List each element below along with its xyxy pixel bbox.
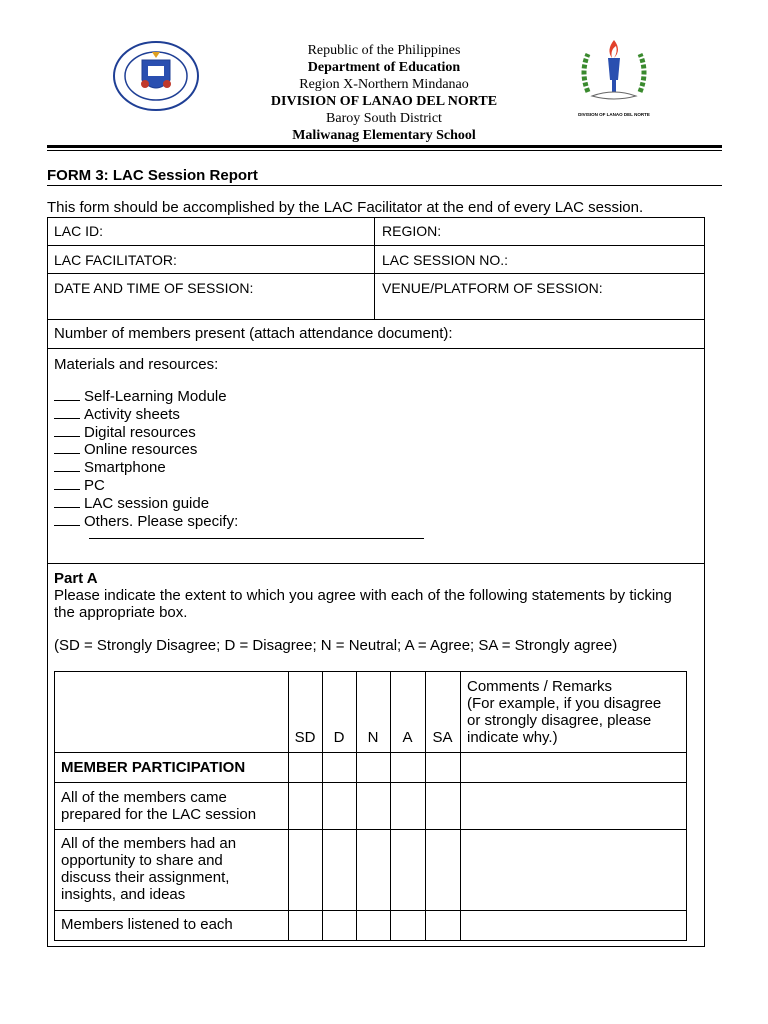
- scale-d-header: D: [333, 729, 345, 746]
- statement-row-2: All of the members had an opportunity to share and discuss their assignment, insights, and ideas: [61, 835, 237, 903]
- form-title-rule: [47, 185, 722, 186]
- member-participation-heading: MEMBER PARTICIPATION: [61, 759, 246, 776]
- part-a-instruction-1: Please indicate the extent to which you agree with each of the following statements by ticking: [54, 587, 672, 604]
- material-item[interactable]: PC: [54, 477, 238, 495]
- table-column-line: [425, 671, 426, 941]
- session-no-field[interactable]: LAC SESSION NO.:: [382, 252, 509, 268]
- statement-row-1: All of the members came prepared for the LAC session: [61, 789, 257, 823]
- form-title: FORM 3: LAC Session Report: [47, 167, 258, 184]
- comments-header: Comments / Remarks (For example, if you disagree or strongly disagree, please indicate why.): [467, 678, 662, 746]
- facilitator-field[interactable]: LAC FACILITATOR:: [54, 252, 177, 268]
- table-column-line: [390, 671, 391, 941]
- venue-field[interactable]: VENUE/PLATFORM OF SESSION:: [382, 280, 603, 296]
- table-row-line: [54, 910, 687, 911]
- letterhead-line4: DIVISION OF LANAO DEL NORTE: [270, 94, 498, 109]
- checkbox-blank[interactable]: [54, 406, 80, 419]
- table-column-line: [460, 671, 461, 941]
- checkbox-blank[interactable]: [54, 477, 80, 490]
- lac-id-field[interactable]: LAC ID:: [54, 223, 104, 239]
- table-row-line: [54, 752, 687, 753]
- scale-a-header: A: [402, 729, 413, 746]
- form-instruction: This form should be accomplished by the LAC Facilitator at the end of every LAC session.: [47, 199, 644, 216]
- table-column-line: [288, 671, 289, 941]
- material-item[interactable]: Activity sheets: [54, 406, 238, 424]
- row-divider: [47, 245, 705, 246]
- material-item[interactable]: LAC session guide: [54, 495, 238, 513]
- material-item[interactable]: Online resources: [54, 441, 238, 459]
- part-a-title: Part A: [54, 570, 98, 587]
- others-specify-line[interactable]: [89, 538, 424, 539]
- row-divider: [47, 563, 705, 564]
- members-present-field[interactable]: Number of members present (attach attendance document):: [54, 325, 453, 342]
- letterhead-line1: Republic of the Philippines: [307, 43, 461, 58]
- material-item[interactable]: Digital resources: [54, 424, 238, 442]
- row-divider: [47, 273, 705, 274]
- part-a-instruction-2: the appropriate box.: [54, 604, 188, 621]
- header-rule-thick: [47, 145, 722, 148]
- letterhead: [0, 42, 768, 144]
- checkbox-blank[interactable]: [54, 513, 80, 526]
- statement-row-3: Members listened to each: [61, 916, 233, 933]
- scale-sd-header: SD: [294, 729, 316, 746]
- date-time-field[interactable]: DATE AND TIME OF SESSION:: [54, 280, 254, 296]
- letterhead-line6: Maliwanag Elementary School: [292, 128, 476, 143]
- division-logo-caption: DIVISION OF LANAO DEL NORTE: [578, 112, 650, 117]
- letterhead-line3: Region X-Northern Mindanao: [299, 77, 469, 92]
- header-rule-thin: [47, 150, 722, 151]
- material-item[interactable]: Self-Learning Module: [54, 388, 238, 406]
- scale-sa-header: SA: [432, 729, 453, 746]
- material-item[interactable]: Smartphone: [54, 459, 238, 477]
- checkbox-blank[interactable]: [54, 388, 80, 401]
- table-row-line: [54, 782, 687, 783]
- row-divider: [47, 319, 705, 320]
- material-item[interactable]: Others. Please specify:: [54, 513, 238, 531]
- table-column-line: [322, 671, 323, 941]
- table-row-line: [54, 829, 687, 830]
- column-divider: [374, 217, 375, 319]
- table-column-line: [356, 671, 357, 941]
- checkbox-blank[interactable]: [54, 441, 80, 454]
- letterhead-line5: Baroy South District: [326, 111, 442, 126]
- region-field[interactable]: REGION:: [382, 223, 442, 239]
- checkbox-blank[interactable]: [54, 459, 80, 472]
- scale-n-header: N: [367, 729, 379, 746]
- letterhead-line2: Department of Education: [307, 60, 461, 75]
- checkbox-blank[interactable]: [54, 424, 80, 437]
- checkbox-blank[interactable]: [54, 495, 80, 508]
- row-divider: [47, 348, 705, 349]
- materials-list: [54, 388, 238, 530]
- part-a-legend: (SD = Strongly Disagree; D = Disagree; N = Neutral; A = Agree; SA = Strongly agree): [54, 637, 618, 654]
- materials-label: Materials and resources:: [54, 356, 219, 373]
